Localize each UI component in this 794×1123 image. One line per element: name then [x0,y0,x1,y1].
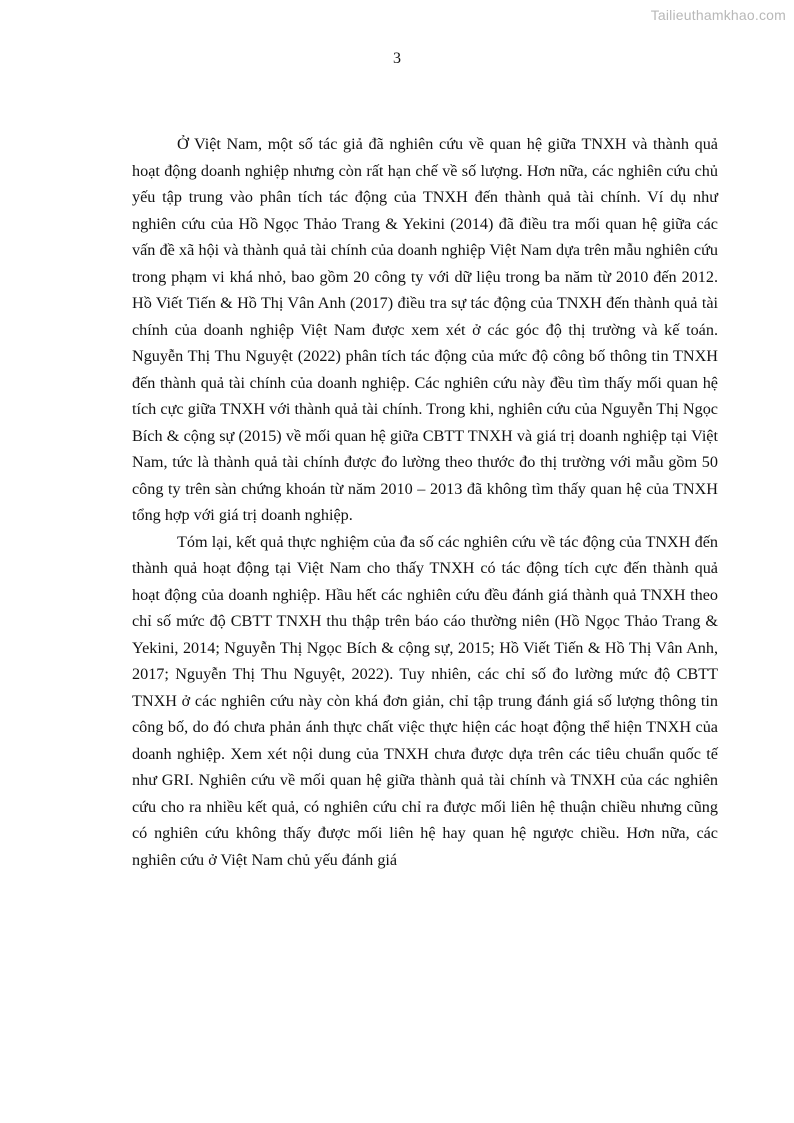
watermark-text: Tailieuthamkhao.com [650,7,786,23]
paragraph-2: Tóm lại, kết quả thực nghiệm của đa số các nghiên cứu về tác động của TNXH đến thành quả hoạt động tại Việt Nam cho thấy TNXH có tác động tích cực đến thành quả hoạt động của doanh nghiệp. Hầu hết các nghiên cứu đều đánh giá thành quả TNXH theo chỉ số mức độ CBTT TNXH thu thập trên báo cáo thường niên (Hồ Ngọc Thảo Trang & Yekini, 2014; Nguyễn Thị Ngọc Bích & cộng sự, 2015; Hồ Viết Tiến & Hồ Thị Vân Anh, 2017; Nguyễn Thị Thu Nguyệt, 2022). Tuy nhiên, các chỉ số đo lường mức độ CBTT TNXH ở các nghiên cứu này còn khá đơn giản, chỉ tập trung đánh giá số lượng thông tin công bố, do đó chưa phản ánh thực chất việc thực hiện các hoạt động thể hiện TNXH của doanh nghiệp. Xem xét nội dung của TNXH chưa được dựa trên các tiêu chuẩn quốc tế như GRI. Nghiên cứu về mối quan hệ giữa thành quả tài chính và TNXH của các nghiên cứu cho ra nhiều kết quả, có nghiên cứu chỉ ra được mối liên hệ thuận chiều nhưng cũng có nghiên cứu không thấy được mối liên hệ hay quan hệ ngược chiều. Hơn nữa, các nghiên cứu ở Việt Nam chủ yếu đánh giá [132,532,718,869]
page-number: 3 [393,50,401,67]
document-body [132,131,718,873]
paragraph-1: Ở Việt Nam, một số tác giả đã nghiên cứu về quan hệ giữa TNXH và thành quả hoạt động doanh nghiệp nhưng còn rất hạn chế về số lượng. Hơn nữa, các nghiên cứu chủ yếu tập trung vào phân tích tác động của TNXH đến thành quả tài chính. Ví dụ như nghiên cứu của Hồ Ngọc Thảo Trang & Yekini (2014) đã điều tra mối quan hệ giữa các vấn đề xã hội và thành quả tài chính của doanh nghiệp Việt Nam dựa trên mẫu nghiên cứu trong phạm vi khá nhỏ, bao gồm 20 công ty với dữ liệu trong ba năm từ 2010 đến 2012. Hồ Viết Tiến & Hồ Thị Vân Anh (2017) điều tra sự tác động của TNXH đến thành quả tài chính của doanh nghiệp Việt Nam được xem xét ở các góc độ thị trường và kế toán. Nguyễn Thị Thu Nguyệt (2022) phân tích tác động của mức độ công bố thông tin TNXH đến thành quả tài chính của doanh nghiệp. Các nghiên cứu này đều tìm thấy mối quan hệ tích cực giữa TNXH với thành quả tài chính. Trong khi, nghiên cứu của Nguyễn Thị Ngọc Bích & cộng sự (2015) về mối quan hệ giữa CBTT TNXH và giá trị doanh nghiệp tại Việt Nam, tức là thành quả tài chính được đo lường theo thước đo thị trường với mẫu gồm 50 công ty trên sàn chứng khoán từ năm 2010 – 2013 đã không tìm thấy quan hệ của TNXH tổng hợp với giá trị doanh nghiệp. [132,135,718,524]
